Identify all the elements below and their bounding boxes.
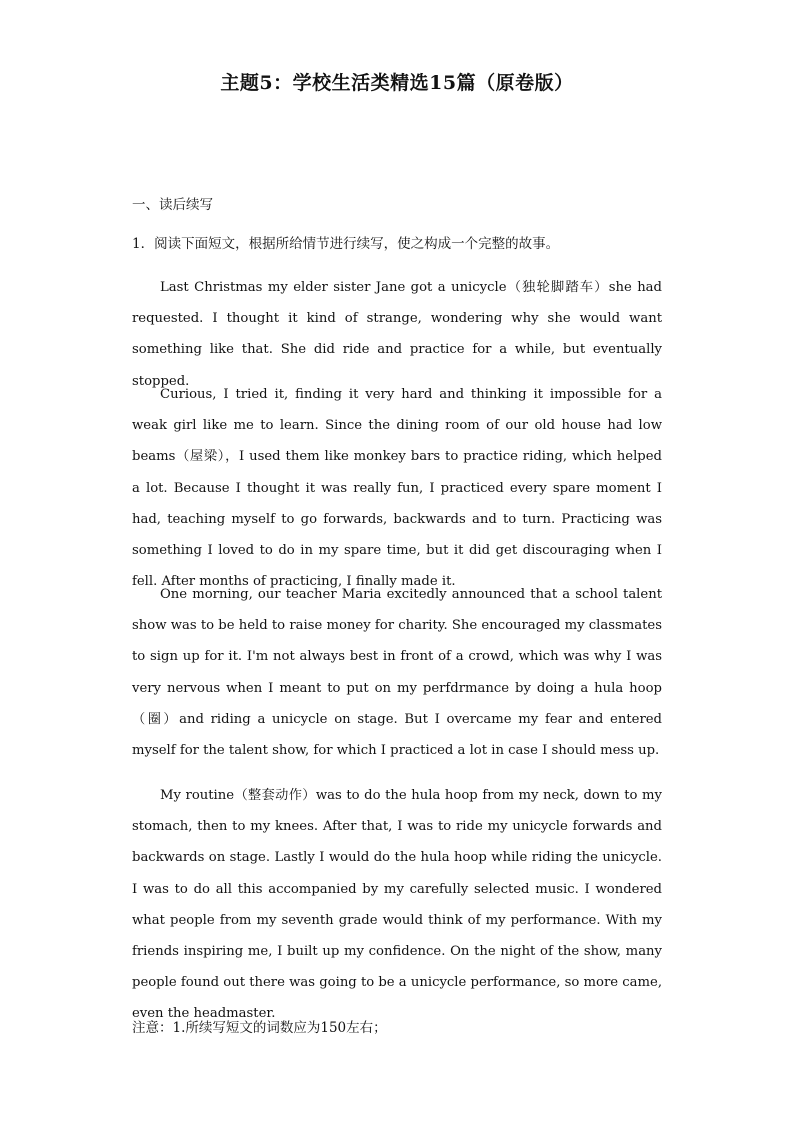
story-paragraph-2: Curious, I tried it, finding it very hard and thinking it impossible for a weak girl like me to learn. Since the dining room of our old house had low beams（屋梁），I used them like monkey bars to practice riding, which helped a lot. Because I thought it was really fun, I practiced every spare moment I had, teaching myself to go forwards, backwards and to turn. Practicing was something I loved to do in my spare time, but it did get discouraging when I fell. After months of practicing, I finally made it. <box>132 387 662 590</box>
writing-note: 注意：1.所续写短文的词数应为150左右； <box>132 1020 387 1036</box>
story-paragraph-3: One morning, our teacher Maria excitedly announced that a school talent show was to be held to raise money for charity. She encouraged my classmates to sign up for it. I'm not always best in front of a crowd, which was why I was very nervous when I meant to put on my perfdrmance by doing a hula hoop（圈）and riding a unicycle on stage. But I overcame my fear and entered myself for the talent show, for which I practiced a lot in case I should mess up. <box>132 587 662 759</box>
story-paragraph-1: Last Christmas my elder sister Jane got a unicycle（独轮脚踏车）she had requested. I thought it kind of strange, wondering why she would want something like that. She did ride and practice for a while, but eventually stopped. <box>132 280 662 389</box>
section-heading: 一、读后续写 <box>132 197 213 213</box>
document-title: 主题5：学校生活类精选15篇（原卷版） <box>220 72 574 94</box>
question-prompt: 1．阅读下面短文，根据所给情节进行续写，使之构成一个完整的故事。 <box>132 236 560 252</box>
story-paragraph-4: My routine（整套动作）was to do the hula hoop from my neck, down to my stomach, then to my knees. After that, I was to ride my unicycle forwards and backwards on stage. Lastly I would do the hula hoop while riding the unicycle. I was to do all this accompanied by my carefully selected music. I wondered what people from my seventh grade would think of my performance. With my friends inspiring me, I built up my confidence. On the night of the show, many people found out there was going to be a unicycle performance, so more came, even the headmaster. <box>132 788 663 1022</box>
